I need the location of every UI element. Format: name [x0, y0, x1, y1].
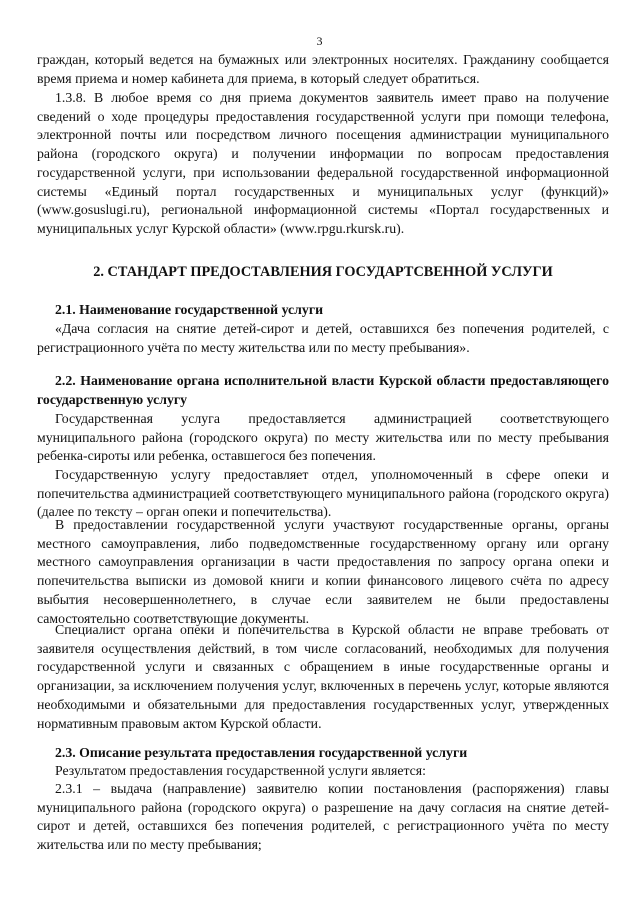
page-number: 3 [316, 34, 323, 48]
paragraph-2-3-a: Результатом предоставления государственной услуги является: [55, 763, 426, 778]
paragraph-2-1: «Дача согласия на снятие детей-сирот и детей, оставшихся без попечения родителей, с регистрационного учёта по месту жительства или по месту пребывания». [37, 321, 609, 355]
heading-2-3: 2.3. Описание результата предоставления государственной услуги [55, 745, 468, 760]
paragraph-2-2-d: Специалист органа опеки и попечительства в Курской области не вправе требовать от заявителя осуществления действий, в том числе согласований, необходимых для получения государственной услуги и связанных с обращением в иные государственные органы и организации, за исключением получения услуг, включенных в перечень услуг, которые являются необходимыми и обязательными для предоставления государственных услуг, утвержденных нормативным правовым актом Курской области. [37, 622, 609, 731]
paragraph-2-2-c: В предоставлении государственной услуги участвуют государственные органы, органы местного самоуправления, либо подведомственные государственному органу или органу местного самоуправления организации в части предоставления по запросу органа опеки и попечительства выписки из домовой книги и копии финансового лицевого счёта по адресу выбытия несовершеннолетнего, в случае если заявителем не были предоставлены самостоятельно соответствующие документы. [37, 517, 609, 626]
paragraph-2-3-1: 2.3.1 – выдача (направление) заявителю копии постановления (распоряжения) главы муниципального района (городского округа) о разрешение на дачу согласия на снятие детей-сирот и детей, оставшихся без попечения родителей, с регистрационного учёта по месту жительства или по месту пребывания; [37, 781, 609, 853]
paragraph-1-3-8: 1.3.8. В любое время со дня приема документов заявитель имеет право на получение сведений о ходе процедуры предоставления государственной услуги при помощи телефона, электронной почты или посредством личного посещения администрации муниципального района (городского округа) и получении информации по вопросам предоставления государственной услуги, при использовании федеральной государственной информационной системы «Единый портал государственных и муниципальных услуг (функций)» (www.gosuslugi.ru), региональной информационной системы «Портал государственных и муниципальных услуг Курской области» (www.rpgu.rkursk.ru). [37, 90, 609, 236]
heading-2-2: 2.2. Наименование органа исполнительной власти Курской области предоставляющего государственную услугу [37, 373, 609, 407]
section-2-title: 2. СТАНДАРТ ПРЕДОСТАВЛЕНИЯ ГОСУДАРТСВЕННОЙ УСЛУГИ [93, 264, 553, 280]
paragraph-2-2-a: Государственная услуга предоставляется администрацией соответствующего муниципального района (городского округа) по месту жительства или по месту пребывания ребенка-сироты или ребенка, оставшегося без попечения. [37, 411, 609, 464]
paragraph-continued: граждан, который ведется на бумажных или электронных носителях. Гражданину сообщается время приема и номер кабинета для приема, в который следует обратиться. [37, 52, 609, 86]
paragraph-2-2-b: Государственную услугу предоставляет отдел, уполномоченный в сфере опеки и попечительства администрацией соответствующего муниципального района (городского округа) (далее по тексту – орган опеки и попечительства). [37, 467, 609, 520]
heading-2-1: 2.1. Наименование государственной услуги [55, 302, 324, 317]
